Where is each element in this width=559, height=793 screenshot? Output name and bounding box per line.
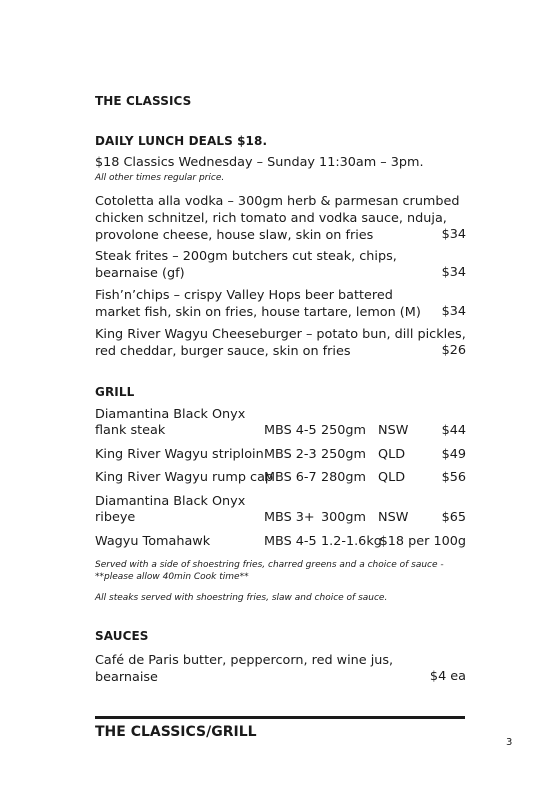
grill-row-ribeye (95, 510, 466, 527)
item-line: Fish’n’chips – crispy Valley Hops beer battered (95, 288, 393, 303)
grill-note-steaks: All steaks served with shoestring fries, slaw and choice of sauce. (95, 593, 388, 603)
grill-row-striploin (95, 447, 466, 464)
grill-name: King River Wagyu rump cap (95, 470, 274, 485)
grill-weight: 250gm (321, 447, 367, 462)
grill-name: Wagyu Tomahawk (95, 534, 211, 549)
grill-weight: 250gm (321, 423, 367, 438)
item-line: King River Wagyu Cheeseburger – potato bun, dill pickles, (95, 327, 466, 342)
grill-mbs: MBS 2-3 (264, 447, 317, 462)
lunch-deals-heading: DAILY LUNCH DEALS $18. (95, 134, 268, 148)
grill-weight: 300gm (321, 510, 367, 525)
grill-price: $49 (441, 447, 466, 462)
item-price: $34 (441, 227, 466, 242)
item-line: Steak frites – 200gm butchers cut steak, chips, (95, 249, 397, 264)
grill-origin: NSW (378, 423, 409, 438)
grill-name: ribeye (95, 510, 136, 525)
item-price: $34 (441, 304, 466, 319)
note-line: Served with a side of shoestring fries, charred greens and a choice of sauce - (95, 560, 444, 570)
item-line: provolone cheese, house slaw, skin on fries (95, 228, 374, 243)
menu-item-cotoletta (95, 193, 460, 244)
footer-rule (95, 716, 465, 719)
sauce-line: Café de Paris butter, peppercorn, red wine jus, (95, 653, 394, 668)
item-line: bearnaise (gf) (95, 266, 185, 281)
grill-mbs: MBS 3+ (264, 510, 315, 525)
sauces-description (95, 652, 393, 686)
page-number: 3 (506, 737, 513, 748)
grill-weight: 280gm (321, 470, 367, 485)
footer-title: THE CLASSICS/GRILL (95, 724, 257, 740)
grill-price: $56 (441, 470, 466, 485)
item-line: red cheddar, burger sauce, skin on fries (95, 344, 351, 359)
page-title: THE CLASSICS (95, 94, 192, 108)
item-price: $34 (441, 265, 466, 280)
grill-origin: NSW (378, 510, 409, 525)
grill-name-line: Diamantina Black Onyx (95, 494, 246, 509)
grill-row-flank (95, 423, 466, 440)
sauces-heading: SAUCES (95, 629, 149, 643)
grill-mbs: MBS 4-5 (264, 534, 317, 549)
grill-name: flank steak (95, 423, 166, 438)
grill-heading: GRILL (95, 385, 135, 399)
grill-name: King River Wagyu striploin (95, 447, 264, 462)
note-line: **please allow 40min Cook time** (95, 572, 249, 582)
menu-item-fish-chips (95, 287, 421, 321)
item-line: market fish, skin on fries, house tartare, lemon (M) (95, 305, 421, 320)
item-price: $26 (441, 343, 466, 358)
menu-item-cheeseburger (95, 326, 466, 360)
grill-price: $18 per 100g (379, 534, 466, 549)
grill-note (95, 559, 444, 583)
lunch-deals-note: All other times regular price. (95, 173, 225, 183)
grill-weight: 1.2-1.6kg (321, 534, 382, 549)
grill-price: $65 (441, 510, 466, 525)
grill-origin: QLD (378, 470, 406, 485)
sauce-line: bearnaise (95, 670, 158, 685)
grill-name-line: Diamantina Black Onyx (95, 407, 246, 422)
grill-mbs: MBS 6-7 (264, 470, 317, 485)
item-line: Cotoletta alla vodka – 300gm herb & parmesan crumbed (95, 194, 460, 209)
lunch-deals-intro: $18 Classics Wednesday – Sunday 11:30am – 3pm. (95, 155, 424, 170)
grill-row-tomahawk (95, 534, 466, 551)
item-line: chicken schnitzel, rich tomato and vodka sauce, nduja, (95, 211, 447, 226)
menu-item-steak-frites (95, 248, 397, 282)
grill-row-rump-cap (95, 470, 466, 487)
grill-mbs: MBS 4-5 (264, 423, 317, 438)
sauces-price: $4 ea (429, 669, 466, 684)
grill-origin: QLD (378, 447, 406, 462)
grill-price: $44 (441, 423, 466, 438)
